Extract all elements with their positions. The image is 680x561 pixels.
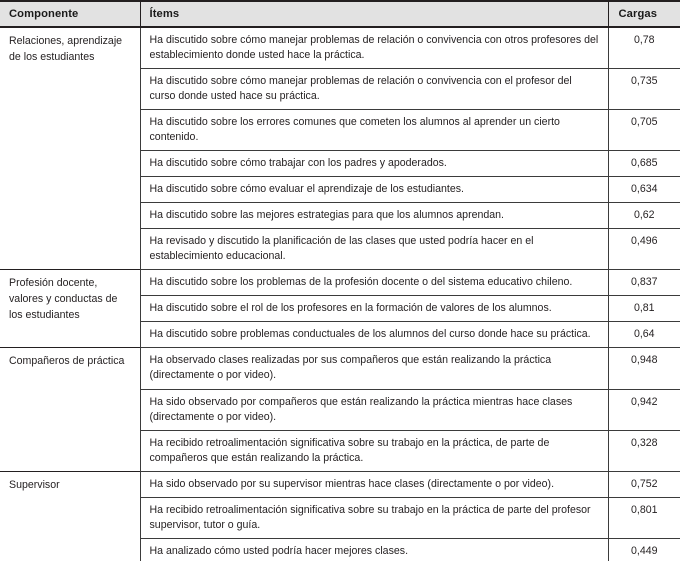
loading-value: 0,801 xyxy=(608,497,680,538)
item-text: Ha discutido sobre cómo manejar problemas de relación o convivencia con otros profesores del establecimiento donde usted hace la práctica. xyxy=(140,27,608,69)
loading-value: 0,752 xyxy=(608,471,680,497)
item-text: Ha discutido sobre cómo manejar problemas de relación o convivencia con el profesor del curso donde usted hace su práctica. xyxy=(140,69,608,110)
column-header-cargas: Cargas xyxy=(608,1,680,27)
table-header xyxy=(0,1,680,27)
table-body xyxy=(0,27,680,561)
item-text: Ha discutido sobre cómo evaluar el aprendizaje de los estudiantes. xyxy=(140,177,608,203)
column-header-items: Ítems xyxy=(140,1,608,27)
column-header-componente: Componente xyxy=(0,1,140,27)
loading-value: 0,837 xyxy=(608,270,680,296)
component-label: Relaciones, aprendizaje de los estudiantes xyxy=(9,35,123,63)
table-row xyxy=(0,471,680,497)
loading-value: 0,62 xyxy=(608,203,680,229)
loading-value: 0,496 xyxy=(608,229,680,270)
item-text: Ha sido observado por compañeros que están realizando la práctica mientras hace clases (directamente o por video). xyxy=(140,389,608,430)
item-text: Ha observado clases realizadas por sus compañeros que están realizando la práctica (directamente o por video). xyxy=(140,348,608,389)
loading-value: 0,78 xyxy=(608,27,680,69)
item-text: Ha sido observado por su supervisor mientras hace clases (directamente o por video). xyxy=(140,471,608,497)
item-text: Ha recibido retroalimentación significativa sobre su trabajo en la práctica de parte del profesor supervisor, tutor o guía. xyxy=(140,497,608,538)
item-text: Ha discutido sobre cómo trabajar con los padres y apoderados. xyxy=(140,151,608,177)
loading-value: 0,634 xyxy=(608,177,680,203)
item-text: Ha analizado cómo usted podría hacer mejores clases. xyxy=(140,538,608,561)
item-text: Ha revisado y discutido la planificación de las clases que usted podría hacer en el establecimiento educacional. xyxy=(140,229,608,270)
component-label: Profesión docente, valores y conductas de los estudiantes xyxy=(0,270,140,348)
item-text: Ha recibido retroalimentación significativa sobre su trabajo en la práctica, de parte de compañeros que están realizando la práctica. xyxy=(140,430,608,471)
table-row xyxy=(0,27,680,69)
component-label: Compañeros de práctica xyxy=(0,348,140,471)
loading-value: 0,328 xyxy=(608,430,680,471)
item-text: Ha discutido sobre problemas conductuales de los alumnos del curso donde hace su práctica. xyxy=(140,322,608,348)
loading-value: 0,81 xyxy=(608,296,680,322)
loading-value: 0,942 xyxy=(608,389,680,430)
item-text: Ha discutido sobre las mejores estrategias para que los alumnos aprendan. xyxy=(140,203,608,229)
table-row xyxy=(0,270,680,296)
item-text: Ha discutido sobre los errores comunes que cometen los alumnos al aprender un cierto contenido. xyxy=(140,110,608,151)
component-label: Supervisor xyxy=(0,471,140,561)
loading-value: 0,705 xyxy=(608,110,680,151)
header-row xyxy=(0,1,680,27)
loading-value: 0,449 xyxy=(608,538,680,561)
loading-value: 0,685 xyxy=(608,151,680,177)
loading-value: 0,735 xyxy=(608,69,680,110)
loading-value: 0,948 xyxy=(608,348,680,389)
table-row xyxy=(0,348,680,389)
loading-value: 0,64 xyxy=(608,322,680,348)
item-text: Ha discutido sobre los problemas de la profesión docente o del sistema educativo chileno. xyxy=(140,270,608,296)
item-text: Ha discutido sobre el rol de los profesores en la formación de valores de los alumnos. xyxy=(140,296,608,322)
